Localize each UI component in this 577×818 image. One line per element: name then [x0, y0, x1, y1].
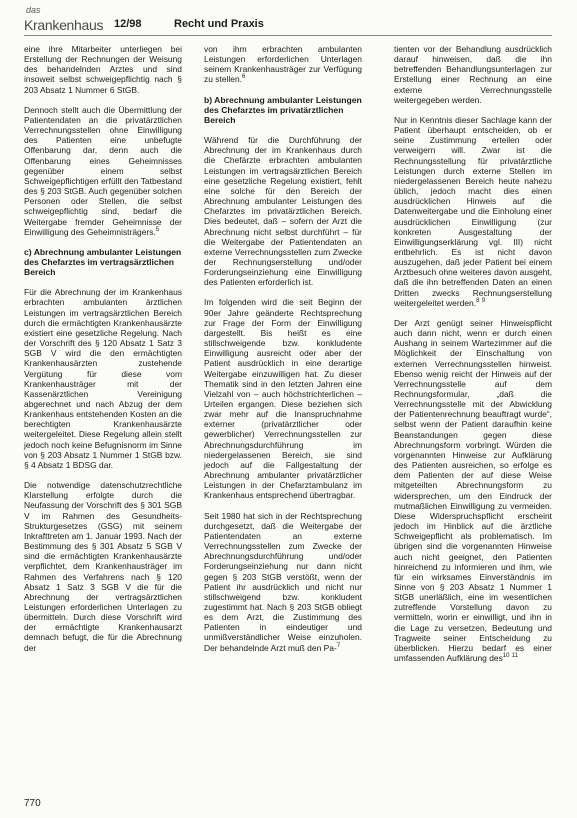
- paragraph: eine ihre Mitarbeiter unterliegen bei Erstellung der Rechnungen der Weisung des behandelnden Arztes und sind insoweit selbst schweigepflichtig nach § 203 Absatz 1 Nummer 6 StGB.: [24, 44, 182, 95]
- page-number: 770: [24, 798, 41, 809]
- subsection-heading: b) Abrechnung ambulanter Leistungen des Chefarztes im privatärztlichen Bereich: [204, 94, 362, 125]
- footnote-ref: 8: [476, 297, 480, 304]
- footnote-ref: 10: [502, 653, 510, 660]
- paragraph: Für die Abrechnung der im Krankenhaus erbrachten ambulanten ärztlichen Leistungen im vertragsärztlichen Bereich durch die ermächtigten Krankenhausärzte existiert eine gesetzliche Regelung. Nach der Vorschrift des § 120 Absatz 1 Satz 3 SGB V wird die den ermächtigten Krankenhausärzten zustehende Vergütung für diese vom Krankenhausträger mit der Kassenärztlichen Vereinigung abgerechnet und nach Abzug der dem Krankenhaus entstehenden Kosten an die berechtigten Krankenhausärzte weitergeleitet. Diese Regelung allein stellt jedoch noch keine Befugnisnorm im Sinne von § 203 Absatz 1 Nummer 1 StGB bzw. § 4 Absatz 1 BDSG dar.: [24, 287, 182, 470]
- text-column-3: [394, 44, 552, 673]
- journal-logo: [24, 5, 104, 35]
- paragraph: tienten vor der Behandlung ausdrücklich darauf hinweisen, daß die ihn betreffenden Behandlungsunterlagen zur Erstellung einer Rechnung an eine externe Verrechnungsstelle weitergegeben werden.: [394, 44, 552, 105]
- footnote-ref: 7: [336, 642, 341, 649]
- footnote-ref: 11: [511, 653, 519, 660]
- footnote-ref: 6: [242, 74, 246, 81]
- paragraph: Dennoch stellt auch die Übermittlung der Patientendaten an die privatärztlichen Verrechnungsstellen ohne Einwilligung des Patienten eine unbefugte Offenbarung dar, denn auch die Offenbarung eines Geheimnisses gegenüber einem selbst Schweigepflichtigen erfüllt den Tatbestand des § 203 StGB. Auch gegenüber solchen Personen oder Stellen, die selbst schweigepflichtig sind, bedarf die Weitergabe fremder Geheimnisse der Einwilligung des Geheimnisträgers.$^5$: [24, 104, 182, 237]
- footnote-ref: 5: [155, 226, 160, 233]
- paragraph: Während für die Durchführung der Abrechnung der im Krankenhaus durch die Chefärzte erbrachten ambulanten Leistungen im vertragsärztlichen Bereich eine gesetzliche Regelung existiert, fehlt eine solche für den Bereich der Abrechnung ambulanter Leistungen des Chefarztes im privatärztlichen Bereich. Dies bedeutet, daß – sofern der Arzt die Abrechnung nicht selbst durchführt – für die Weitergabe der Patientendaten an externe Verrechnungsstellen zum Zwecke der Rechnungserstellung und/oder Forderungseinziehung eine Einwilligung des Patienten erforderlich ist.: [204, 135, 362, 288]
- paragraph: von ihm erbrachten ambulanten Leistungen erforderlichen Unterlagen seinem Krankenhausträger zur Verfügung zu stellen.$^6$: [204, 44, 362, 85]
- logo-top-text: das: [26, 5, 41, 15]
- issue-number: 12/98: [114, 18, 142, 30]
- section-title: Recht und Praxis: [174, 18, 264, 30]
- page-header: [24, 5, 552, 36]
- footnote-ref: 9: [481, 297, 486, 304]
- text-column-1: [24, 44, 182, 663]
- text-column-2: [204, 44, 362, 663]
- paragraph: Der Arzt genügt seiner Hinweispflicht auch dann nicht, wenn er durch einen Aushang in seinem Wartezimmer auf die Möglichkeit der Einschaltung von externen Verrechnungsstellen hinweist. Ebenso wenig reicht der Hinweis auf der Verrechnungsstelle auf dem Rechnungsformular, „daß die Verrechnungsstelle mit der Abwicklung der Patientenrechnung beauftragt wurde“, selbst wenn der Patient daraufhin keine Beanstandungen gegen diese Abrechnungsform vorbringt. Würden die vorgenannten Hinweise zur Aufklärung des Patienten ausreichen, so erfolge es dem Patienten der auf diese Weise mitgeteilten Abrechnungsform zu widersprechen, um den Eindruck der mutmaßlichen Einwilligung zu vermeiden. Diese Widerspruchspflicht erscheint jedoch im Hinblick auf die ärztliche Schweigepflicht als problematisch. Im übrigen sind die vorgenannten Hinweise auch nicht geeignet, den Patienten hinreichend zu informieren und ihm, wie für ein wirksames Einverständnis im Sinne von § 203 Absatz 1 Nummer 1 StGB unerläßlich, eine im wesentlichen zutreffende Vorstellung davon zu vermitteln, worin er einwilligt, und ihn in die Lage zu versetzen, Bedeutung und Tragweite seiner Entscheidung zu überblicken. Hierzu bedarf es einer umfassenden Aufklärung des$^{10}$ $^{11}$: [394, 317, 552, 664]
- paragraph: Im folgenden wird die seit Beginn der 90er Jahre geänderte Rechtsprechung zur Frage der Form der Einwilligung dargestellt. Bis heißt es eine stillschweigende bzw. konkludente Einwilligung ausreicht oder aber der Patient ausdrücklich in eine derartige Weitergabe einzuwilligen hat. Zu dieser Thematik sind in den letzten Jahren eine Vielzahl von – auch höchstrichterlichen – Urteilen ergangen. Diese beziehen sich zwar mehr auf die Inanspruchnahme externer (privatärztlicher oder gewerblicher) Verrechnungsstellen zur Abrechnungsdurchführung im niedergelassenen Bereich, sie sind jedoch auf die Fallgestaltung der Abrechnung ambulanter privatärztlicher Leistungen in der Chefarztambulanz im Krankenhaus entsprechend übertragbar.: [204, 297, 362, 501]
- paragraph: Seit 1980 hat sich in der Rechtsprechung durchgesetzt, daß die Weitergabe der Patientendaten an externe Verrechnungsstellen zum Zwecke der Abrechnungsdurchführung und/oder Forderungseinziehung nur dann nicht gegen § 203 StGB verstößt, wenn der Patient ihr ausdrücklich und nicht nur stillschweigend bzw. konkludent zugestimmt hat. Nach § 203 StGB obliegt es dem Arzt, die Zustimmung des Patienten in eindeutiger und unmißverständlicher Weise einzuholen. Der behandelnde Arzt muß den Pa-$^7$: [204, 510, 362, 653]
- logo-main-text: Krankenhaus: [24, 17, 104, 33]
- paragraph: Nur in Kenntnis dieser Sachlage kann der Patient überhaupt entscheiden, ob er seine Zustimmung erteilen oder verweigern will. Zwar ist die Rechnungsstellung für privatärztliche Leistungen durch externe Stellen im niedergelassenen Bereich heute nahezu üblich, jedoch macht dies einen ausdrücklichen Hinweis auf die Datenweitergabe und die Einholung einer ausdrücklichen Einwilligung (zur konkreten Ausgestaltung der Einwilligungserklärung vgl. III) nicht entbehrlich. Es ist nicht davon auszugehen, daß jeder Patient bei einem Arztbesuch ohne weiteres davon ausgeht, daß die ihn betreffenden Daten an einen Dritten zwecks Rechnungserstellung weitergeleitet werden.$^8$ $^9$: [394, 114, 552, 308]
- paragraph: Die notwendige datenschutzrechtliche Klarstellung erfolgte durch die Neufassung der Vorschrift des § 301 SGB V im Rahmen des Gesundheits-Strukturgesetzes (GSG) mit seinem Inkrafttreten am 1. Januar 1993. Nach der Bestimmung des § 301 Absatz 5 SGB V sind die ermächtigten Krankenhausärzte verpflichtet, dem Krankenhausträger im Rahmen des Verfahrens nach § 120 Absatz 1 Satz 3 SGB V die für die Abrechnung der vertragsärztlichen Leistungen erforderlichen Unterlagen zu übermitteln. Durch diese Vorschrift wird der ermächtigte Krankenhausarzt demnach befugt, die für die Abrechnung der: [24, 480, 182, 653]
- subsection-heading: c) Abrechnung ambulanter Leistungen des Chefarztes im vertragsärztlichen Bereich: [24, 246, 182, 278]
